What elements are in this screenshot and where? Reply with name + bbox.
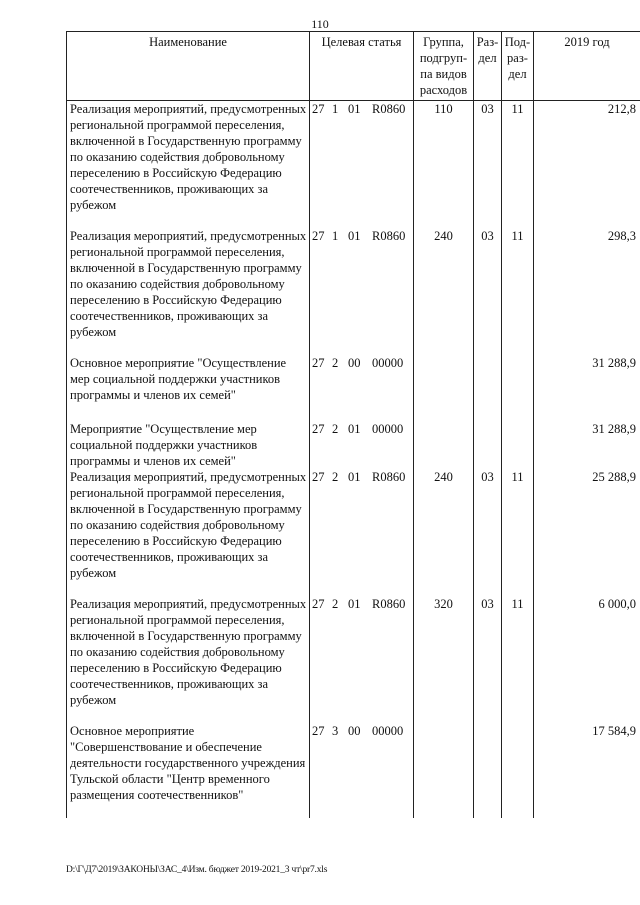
code-direction: 00000	[372, 421, 404, 436]
row-group	[414, 723, 474, 818]
row-name: Реализация мероприятий, предусмотренных региональной программой переселения, включенной в Государственную программу по оказанию содействия добровольному переселению в Российскую Федерацию соотечественников, проживающих за рубежом	[67, 596, 310, 723]
header-section: Раз-дел	[474, 32, 502, 101]
row-amount: 31 288,9	[534, 421, 640, 469]
row-group: 240	[414, 228, 474, 355]
row-target-code	[310, 228, 414, 355]
code-event: 01	[348, 102, 361, 116]
header-year: 2019 год	[534, 32, 640, 101]
table-row	[67, 469, 640, 596]
header-row	[67, 32, 640, 101]
table-row	[67, 421, 640, 469]
code-subprogram: 1	[332, 102, 339, 116]
row-section: 03	[474, 596, 502, 723]
row-amount: 17 584,9	[534, 723, 640, 818]
row-section	[474, 723, 502, 818]
table-row	[67, 723, 640, 818]
row-section: 03	[474, 469, 502, 596]
code-event: 00	[348, 355, 361, 370]
code-program: 27	[312, 102, 325, 116]
row-target-code	[310, 469, 414, 596]
header-group: Группа, подгруп-па видов расходов	[414, 32, 474, 101]
code-event: 01	[348, 596, 361, 611]
row-subsection: 11	[502, 228, 534, 355]
row-section	[474, 421, 502, 469]
row-section	[474, 355, 502, 421]
code-subprogram: 2	[332, 469, 339, 484]
header-name: Наименование	[67, 32, 310, 101]
row-target-code	[310, 596, 414, 723]
file-path-footer: D:\Г\Д7\2019\ЗАКОНЫ\ЗАС_4\Изм. бюджет 2019-2021_3 чт\pr7.xls	[66, 865, 328, 875]
code-subprogram: 3	[332, 723, 339, 738]
code-subprogram: 2	[332, 421, 339, 436]
row-subsection: 11	[502, 469, 534, 596]
code-program: 27	[312, 596, 325, 611]
code-program: 27	[312, 421, 325, 436]
code-direction: R0860	[372, 469, 406, 484]
row-subsection: 11	[502, 101, 534, 228]
table-row	[67, 355, 640, 421]
code-direction: R0860	[372, 596, 406, 611]
code-program: 27	[312, 469, 325, 484]
row-amount: 31 288,9	[534, 355, 640, 421]
code-direction: 00000	[372, 355, 404, 370]
code-program: 27	[312, 723, 325, 738]
row-name: Реализация мероприятий, предусмотренных региональной программой переселения, включенной в Государственную программу по оказанию содействия добровольному переселению в Российскую Федерацию соотечественников, проживающих за рубежом	[67, 101, 310, 228]
row-subsection	[502, 421, 534, 469]
row-target-code	[310, 355, 414, 421]
row-target-code	[310, 421, 414, 469]
row-amount: 212,8	[534, 101, 640, 228]
row-name: Мероприятие "Осуществление мер социальной поддержки участников программы и членов их семей"	[67, 421, 310, 469]
row-amount: 25 288,9	[534, 469, 640, 596]
code-event: 01	[348, 228, 361, 243]
row-group: 240	[414, 469, 474, 596]
header-subsection: Под-раз-дел	[502, 32, 534, 101]
table-row	[67, 228, 640, 355]
row-section: 03	[474, 101, 502, 228]
code-program: 27	[312, 355, 325, 370]
row-subsection	[502, 355, 534, 421]
budget-table	[66, 31, 640, 818]
row-subsection	[502, 723, 534, 818]
row-amount: 298,3	[534, 228, 640, 355]
row-name: Основное мероприятие "Осуществление мер социальной поддержки участников программы и членов их семей"	[67, 355, 310, 421]
row-group	[414, 355, 474, 421]
row-group: 320	[414, 596, 474, 723]
row-target-code	[310, 723, 414, 818]
row-name: Реализация мероприятий, предусмотренных региональной программой переселения, включенной в Государственную программу по оказанию содействия добровольному переселению в Российскую Федерацию соотечественников, проживающих за рубежом	[67, 228, 310, 355]
code-subprogram: 2	[332, 596, 339, 611]
code-direction: 00000	[372, 723, 404, 738]
row-amount: 6 000,0	[534, 596, 640, 723]
page-number: 110	[311, 17, 329, 31]
header-target: Целевая статья	[310, 32, 414, 101]
code-event: 01	[348, 421, 361, 436]
row-group: 110	[414, 101, 474, 228]
row-target-code	[310, 101, 414, 228]
table-row	[67, 101, 640, 228]
row-name: Реализация мероприятий, предусмотренных региональной программой переселения, включенной в Государственную программу по оказанию содействия добровольному переселению в Российскую Федерацию соотечественников, проживающих за рубежом	[67, 469, 310, 596]
code-subprogram: 2	[332, 355, 339, 370]
row-section: 03	[474, 228, 502, 355]
code-direction: R0860	[372, 102, 406, 116]
row-name: Основное мероприятие "Совершенствование и обеспечение деятельности государственного учреждения Тульской области "Центр временного размещения соотечественников"	[67, 723, 310, 818]
code-direction: R0860	[372, 228, 406, 243]
code-event: 00	[348, 723, 361, 738]
row-subsection: 11	[502, 596, 534, 723]
code-subprogram: 1	[332, 228, 339, 243]
code-event: 01	[348, 469, 361, 484]
table-row	[67, 596, 640, 723]
row-group	[414, 421, 474, 469]
code-program: 27	[312, 228, 325, 243]
